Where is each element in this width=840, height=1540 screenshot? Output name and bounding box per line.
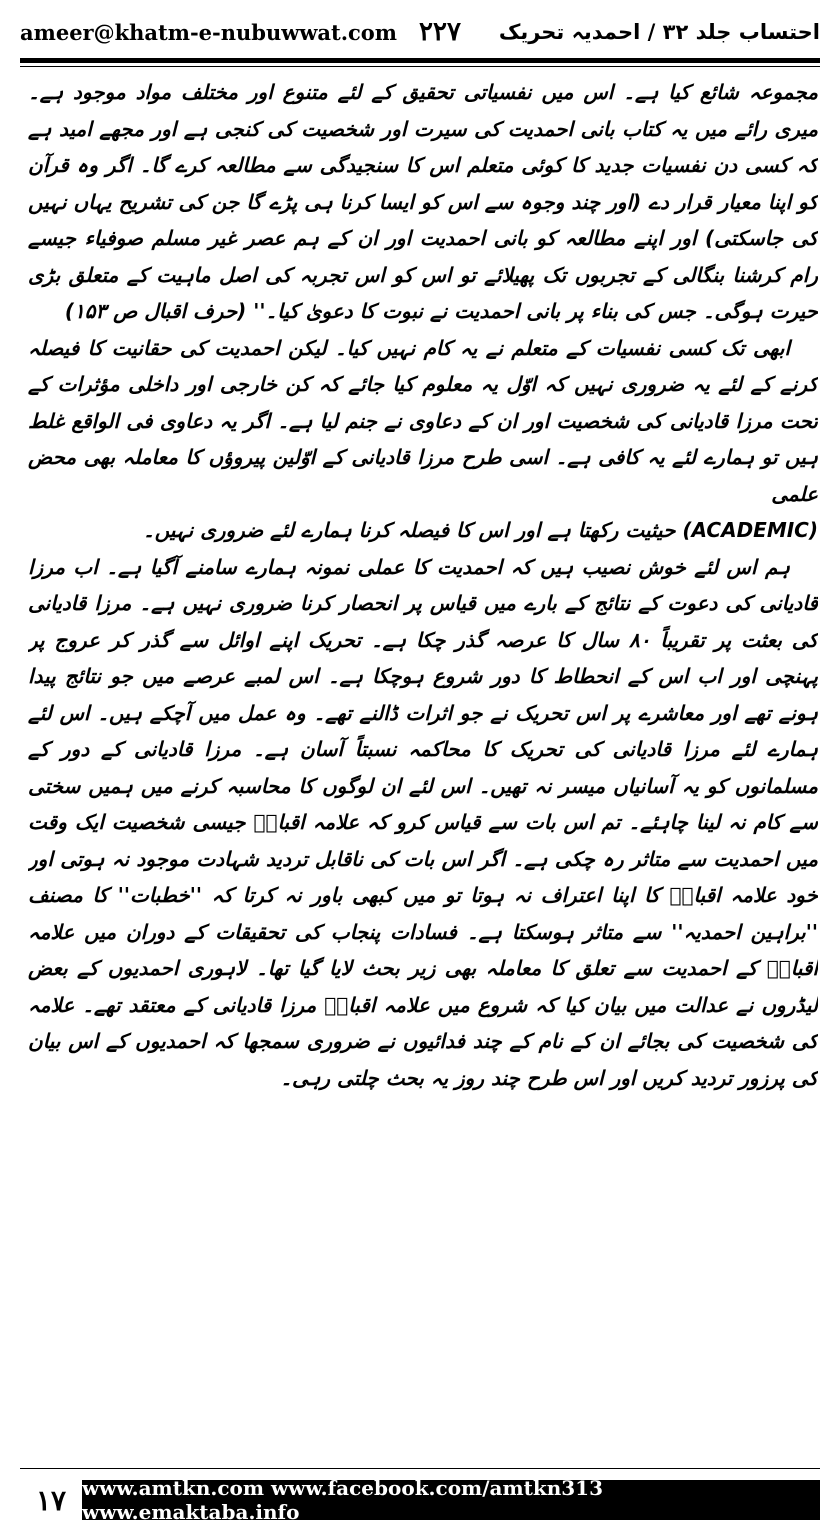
- header-rule-thick: [20, 58, 820, 63]
- page-number: ۲۲۷: [419, 17, 461, 47]
- footer-rule: [20, 1468, 820, 1469]
- header-left: [20, 17, 461, 47]
- page-footer: [20, 1478, 820, 1522]
- footer-links[interactable]: www.amtkn.com www.facebook.com/amtkn313 www.emaktaba.info: [82, 1480, 820, 1520]
- footer-number: ۱۷: [35, 1483, 67, 1517]
- paragraph-1: مجموعہ شائع کیا ہے۔ اس میں نفسیاتی تحقیق کے لئے متنوع اور مختلف مواد موجود ہے۔ میری رائے میں یہ کتاب بانی احمدیت کی سیرت اور شخصیت کی کنجی ہے اور مجھے امید ہے کہ کسی دن نفسیات جدید کا کوئی متعلم اس کا سنجیدگی سے مطالعہ کرے گا۔ اگر وہ قرآن کو اپنا معیار قرار دے (اور چند وجوہ سے اس کو ایسا کرنا ہی پڑے گا جن کی تشریح یہاں نہیں کی جاسکتی) اور اپنے مطالعہ کو بانی احمدیت اور ان کے ہم عصر غیر مسلم صوفیاء جیسے رام کرشنا بنگالی کے تجربوں تک پھیلائے تو اس کو اس تجربہ کی اصل ماہیت کے متعلق بڑی حیرت ہوگی۔ جس کی بناء پر بانی احمدیت نے نبوت کا دعویٰ کیا۔'' (حرف اقبال ص ۱۵۳): [28, 80, 818, 323]
- header-rule-thin: [20, 66, 820, 67]
- body-text: [28, 74, 818, 1459]
- header-email[interactable]: ameer@khatm-e-nubuwwat.com: [20, 20, 398, 45]
- running-title: احتساب جلد ۳۲ / احمدیہ تحریک: [498, 20, 820, 44]
- page-header: [20, 8, 820, 56]
- paragraph-4: ہم اس لئے خوش نصیب ہیں کہ احمدیت کا عملی نمونہ ہمارے سامنے آگیا ہے۔ اب مرزا قادیانی کی دعوت کے نتائج کے بارے میں قیاس پر انحصار کرنا ضروری نہیں ہے۔ مرزا قادیانی کی بعثت پر تقریباً ۸۰ سال کا عرصہ گذر چکا ہے۔ تحریک اپنے اوائل سے گذر کر عروج پر پہنچی اور اب اس کے انحطاط کا دور شروع ہوچکا ہے۔ اس لمبے عرصے میں جو نتائج پیدا ہونے تھے اور معاشرے پر اس تحریک نے جو اثرات ڈالنے تھے۔ وہ عمل میں آچکے ہیں۔ اس لئے ہمارے لئے مرزا قادیانی کی تحریک کا محاکمہ نسبتاً آسان ہے۔ مرزا قادیانی کے دور کے مسلمانوں کو یہ آسانیاں میسر نہ تھیں۔ اس لئے ان لوگوں کا محاسبہ کرنے میں ہمیں سختی سے کام نہ لینا چاہئے۔ تم اس بات سے قیاس کرو کہ علامہ اقبالؒ جیسی شخصیت ایک وقت میں احمدیت سے متاثر رہ چکی ہے۔ اگر اس بات کی ناقابل تردید شہادت موجود نہ ہوتی اور خود علامہ اقبالؒ کا اپنا اعتراف نہ ہوتا تو میں کبھی باور نہ کرتا کہ ''خطبات'' کا مصنف ''براہین احمدیہ'' سے متاثر ہوسکتا ہے۔ فسادات پنجاب کی تحقیقات کے دوران میں علامہ اقبالؒ کے احمدیت سے تعلق کا معاملہ بھی زیر بحث لایا گیا تھا۔ لاہوری احمدیوں کے بعض لیڈروں نے عدالت میں بیان کیا کہ شروع میں علامہ اقبالؒ مرزا قادیانی کے معتقد تھے۔ علامہ کی شخصیت کی بجائے ان کے نام کے چند فدائیوں نے ضروری سمجھا کہ احمدیوں کے اس بیان کی پرزور تردید کریں اور اس طرح چند روز یہ بحث چلتی رہی۔: [28, 554, 818, 1090]
- paragraph-2: ابھی تک کسی نفسیات کے متعلم نے یہ کام نہیں کیا۔ لیکن احمدیت کی حقانیت کا فیصلہ کرنے کے لئے یہ ضروری نہیں کہ اوّل یہ معلوم کیا جائے کہ کن خارجی اور داخلی مؤثرات کے تحت مرزا قادیانی کی شخصیت اور ان کے دعاوی نے جنم لیا ہے۔ اگر یہ دعاوی فی الواقع غلط ہیں تو ہمارے لئے یہ کافی ہے۔ اسی طرح مرزا قادیانی کے اوّلین پیروؤں کا معاملہ بھی محض علمی: [28, 335, 818, 506]
- paragraph-3: (ACADEMIC) حیثیت رکھتا ہے اور اس کا فیصلہ کرنا ہمارے لئے ضروری نہیں۔: [142, 518, 818, 542]
